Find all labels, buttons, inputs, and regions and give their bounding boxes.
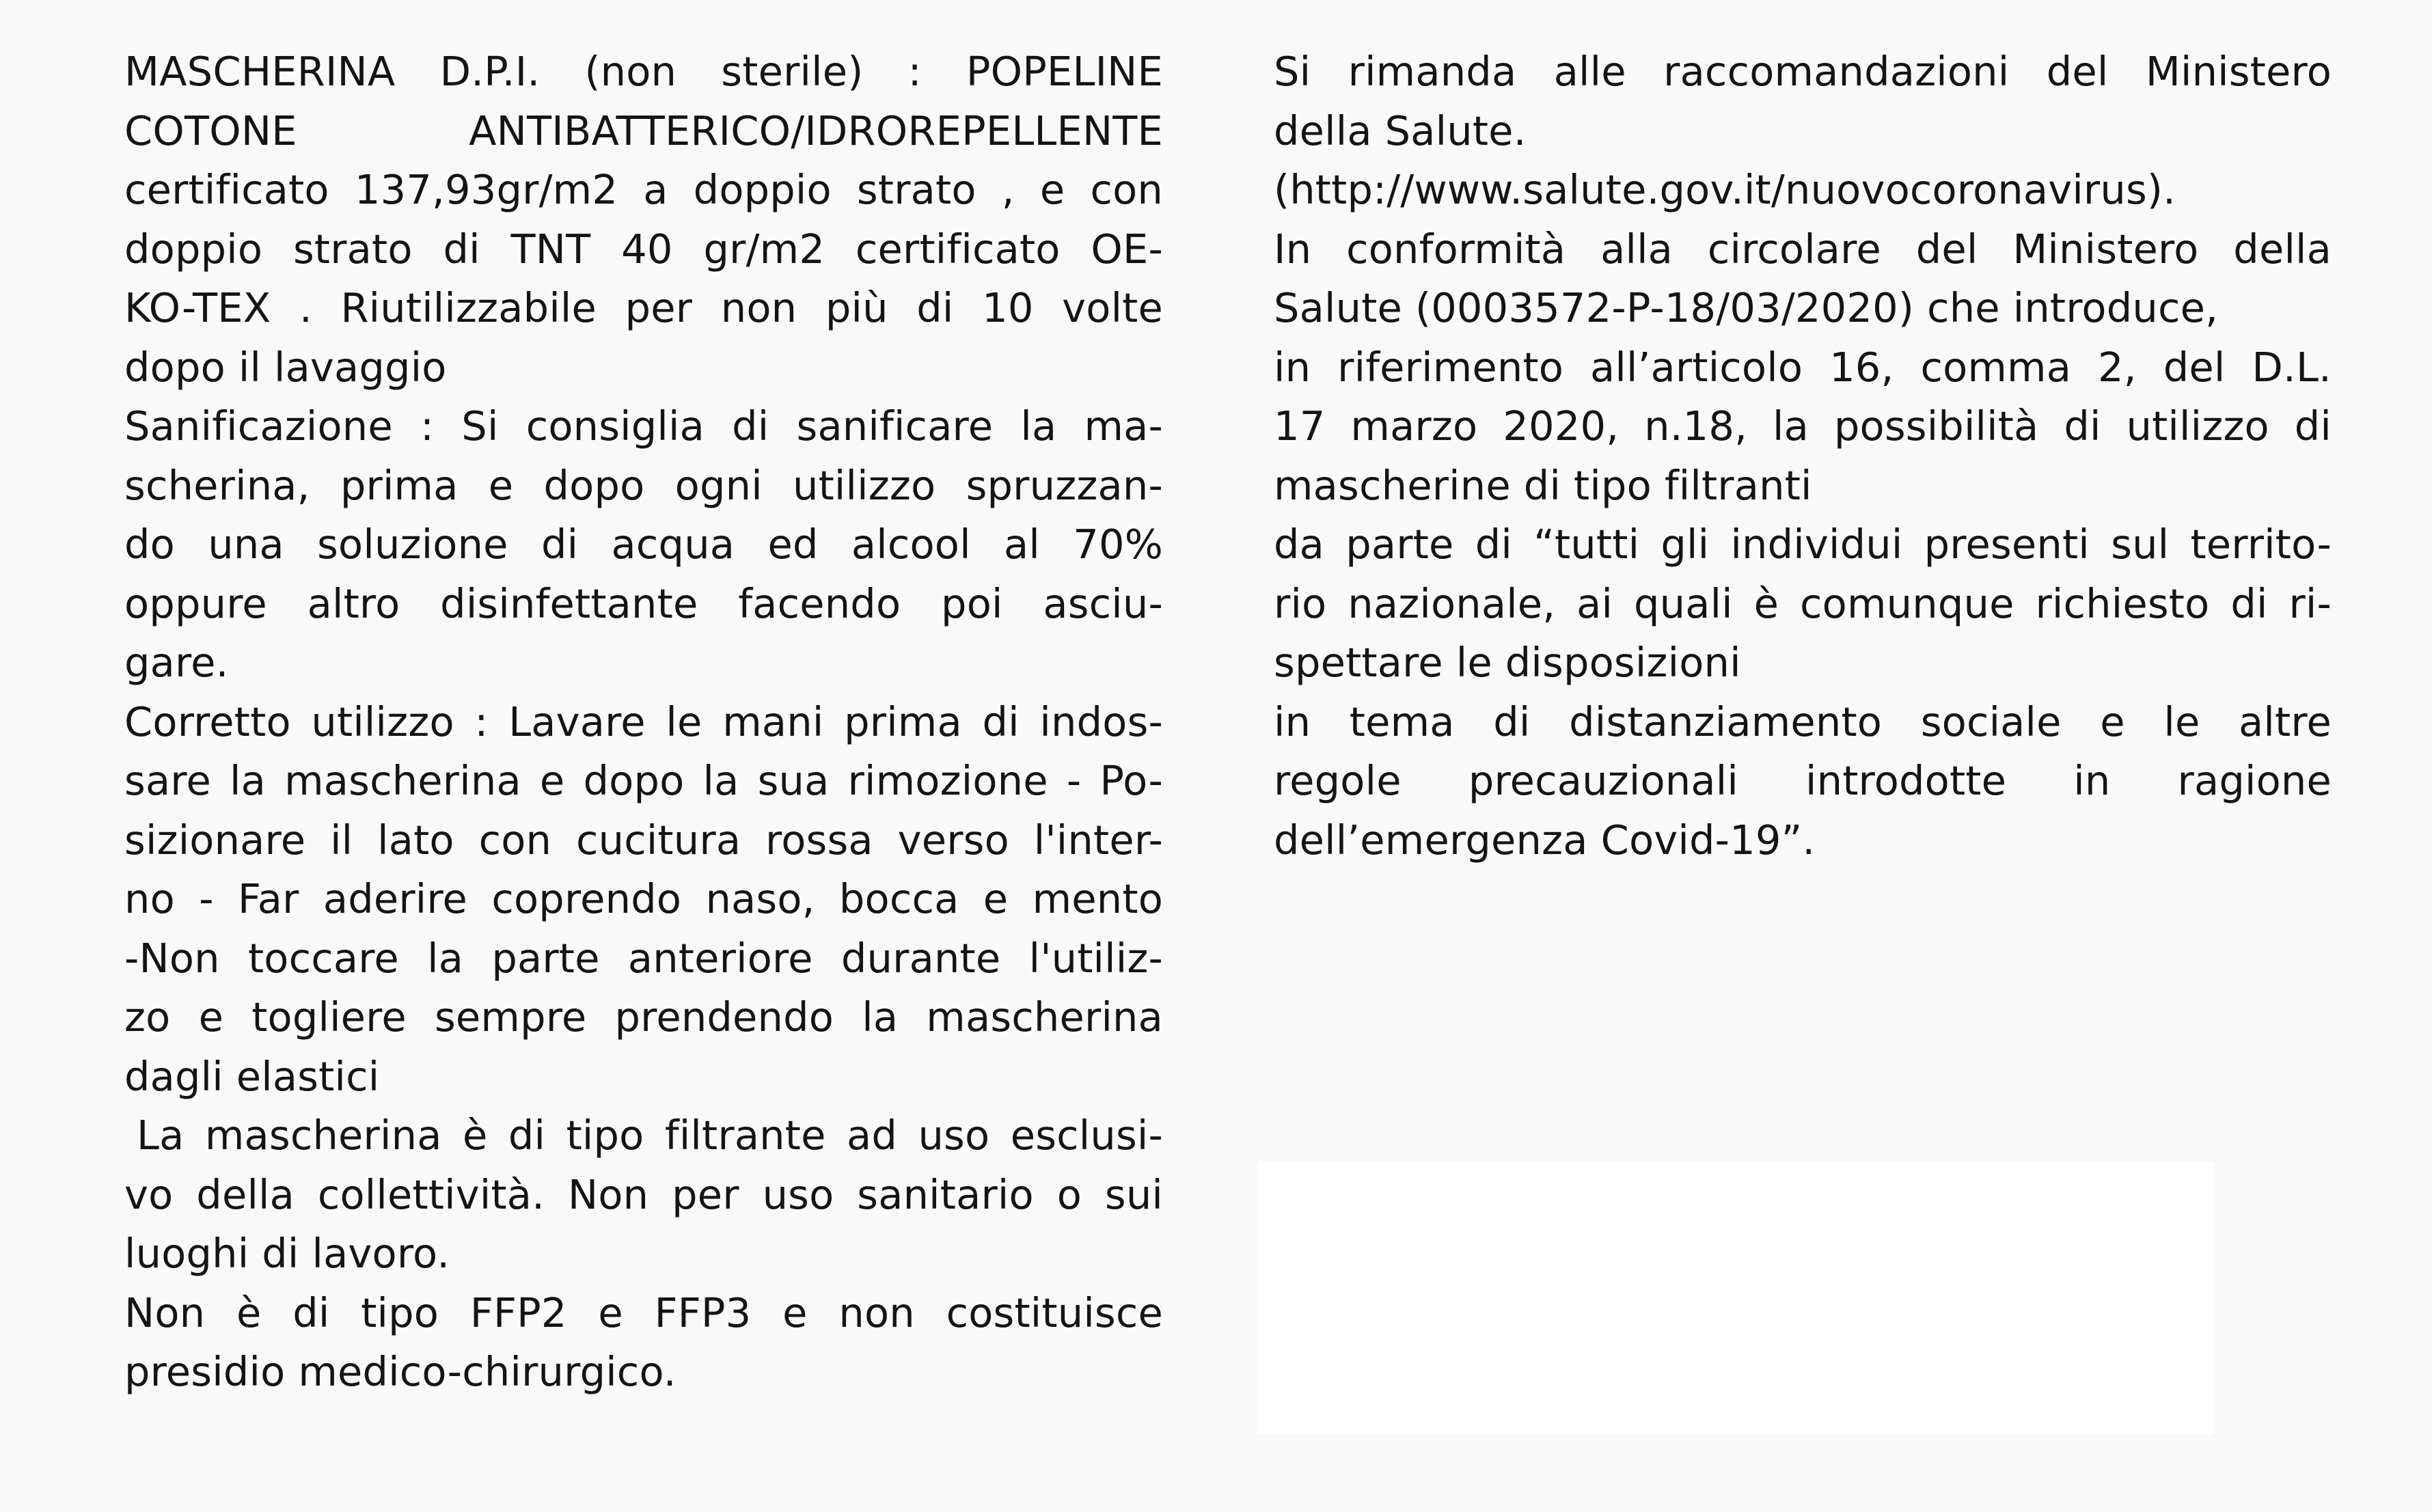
text-line: oppure altro disinfettante facendo poi asciu-: [124, 579, 1163, 627]
text-line: in tema di distanziamento sociale e le altre: [1274, 698, 2332, 745]
text-line: da parte di “tutti gli individui presenti sul territo-: [1274, 521, 2332, 568]
text-line: do una soluzione di acqua ed alcool al 70%: [124, 521, 1163, 568]
text-line: in riferimento all’articolo 16, comma 2, del D.L.: [1274, 343, 2332, 391]
url-text: (http://www.salute.gov.it/nuovocoronavirus).: [1274, 166, 2176, 213]
right-text-column: [1274, 42, 2332, 870]
text-line: Salute (0003572-P-18/03/2020) che introduce,: [1274, 284, 2219, 331]
text-line: Non è di tipo FFP2 e FFP3 e non costituisce: [124, 1289, 1163, 1336]
text-line: COTONE ANTIBATTERICO/IDROREPELLENTE: [124, 107, 1163, 154]
text-line: Corretto utilizzo : Lavare le mani prima di indos-: [124, 698, 1163, 745]
text-line: scherina, prima e dopo ogni utilizzo spruzzan-: [124, 461, 1163, 509]
text-line: rio nazionale, ai quali è comunque richiesto di ri-: [1274, 579, 2332, 627]
text-line: mascherine di tipo filtranti: [1274, 461, 1812, 509]
text-line: doppio strato di TNT 40 gr/m2 certificato OE-: [124, 225, 1163, 273]
text-line: 17 marzo 2020, n.18, la possibilità di utilizzo di: [1274, 402, 2332, 450]
text-line: MASCHERINA D.P.I. (non sterile) : POPELINE: [124, 48, 1163, 95]
text-line: sare la mascherina e dopo la sua rimozione - Po-: [124, 757, 1163, 804]
text-line: dagli elastici: [124, 1052, 380, 1100]
text-line: regole precauzionali introdotte in ragione: [1274, 757, 2332, 804]
text-line: dopo il lavaggio: [124, 343, 447, 391]
text-line: no - Far aderire coprendo naso, bocca e mento: [124, 875, 1163, 922]
text-line: Sanificazione : Si consiglia di sanificare la ma-: [124, 402, 1163, 450]
text-line: -Non toccare la parte anteriore durante l'utiliz-: [124, 934, 1163, 982]
text-line: dell’emergenza Covid-19”.: [1274, 816, 1816, 864]
text-line: presidio medico-chirurgico.: [124, 1348, 677, 1395]
text-line: vo della collettività. Non per uso sanitario o sui: [124, 1170, 1163, 1218]
text-line: della Salute.: [1274, 107, 1527, 154]
text-line: In conformità alla circolare del Ministero della: [1274, 225, 2332, 273]
text-line: zo e togliere sempre prendendo la mascherina: [124, 993, 1163, 1041]
text-line: Si rimanda alle raccomandazioni del Ministero: [1274, 48, 2332, 95]
text-line: certificato 137,93gr/m2 a doppio strato , e con: [124, 166, 1163, 213]
blank-area: [1257, 1162, 2214, 1435]
text-line: KO-TEX . Riutilizzabile per non più di 10 volte: [124, 284, 1163, 331]
text-line: luoghi di lavoro.: [124, 1230, 450, 1277]
left-text-column: [124, 42, 1163, 1402]
text-line: sizionare il lato con cucitura rossa verso l'inter-: [124, 816, 1163, 864]
text-line: gare.: [124, 639, 229, 686]
text-line: spettare le disposizioni: [1274, 639, 1741, 686]
text-line: La mascherina è di tipo filtrante ad uso esclusi-: [137, 1112, 1163, 1159]
